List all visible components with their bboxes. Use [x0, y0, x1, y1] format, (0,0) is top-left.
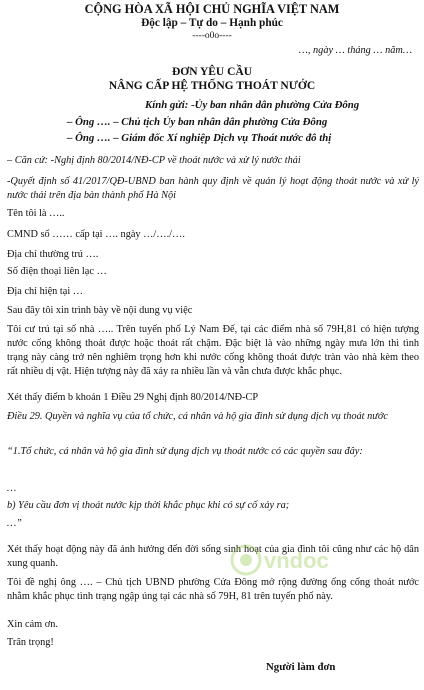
body-intro: Sau đây tôi xin trình bày về nội dung vụ việc: [7, 305, 193, 316]
ellipsis-1: …: [7, 483, 17, 494]
article-quote: Điều 29. Quyền và nghĩa vụ của tổ chức, cá nhân và hộ gia đình sử dụng dịch vụ thoát nước: [7, 411, 388, 422]
recipient-line-3: – Ông …. – Giám đốc Xí nghiệp Dịch vụ Thoát nước đô thị: [67, 132, 332, 144]
document-subtitle: NÂNG CẤP HỆ THỐNG THOÁT NƯỚC: [108, 80, 316, 92]
signature-label: Người làm đơn: [266, 661, 336, 673]
motto: Độc lập – Tự do – Hạnh phúc: [141, 17, 283, 29]
recipient-line-2: – Ông …. – Chủ tịch Ủy ban nhân dân phường Cửa Đông: [67, 116, 328, 128]
watermark-swirl-center: [240, 554, 252, 566]
considering-line: Xét thấy điểm b khoản 1 Điều 29 Nghị định 80/2014/NĐ-CP: [7, 392, 259, 403]
situation-paragraph: Tôi cư trú tại số nhà ….. Trên tuyến phố Lý Nam Đế, tại các điểm nhà số 79H,81 có hiện tượng nước cống không thoát được hoặc thoát rất chậm. Đặc biệt là vào những ngày mưa lớn thì tình trạng này càng trở nên nghiêm trọng hơn khi nước cống không thoát được tràn vào nhà kèm theo rất nhiều dị vật. Hiện tượng này đã xảy ra nhiều lần và vẫn chưa được khắc phục.: [7, 324, 419, 378]
legal-basis-2: -Quyết định số 41/2017/QĐ-UBND ban hành quy định về quản lý hoạt động thoát nước và xử lý nước thải trên địa bàn thành phố Hà Nội: [7, 176, 419, 202]
clause-1: “1.Tổ chức, cá nhân và hộ gia đình sử dụng dịch vụ thoát nước có các quyền sau đây:: [7, 446, 363, 457]
applicant-name: Tên tôi là …..: [7, 208, 65, 219]
date-line: …, ngày … tháng … năm…: [298, 45, 412, 56]
document-title: ĐƠN YÊU CẦU: [171, 66, 253, 78]
impact-paragraph: Xét thấy hoạt động này đã ảnh hưởng đến đời sống sinh hoạt của gia đình tôi cũng như các hộ dân xung quanh.: [7, 544, 419, 570]
legal-basis-1: – Căn cứ: -Nghị định 80/2014/NĐ-CP về thoát nước và xử lý nước thải: [7, 155, 301, 166]
request-paragraph: Tôi đề nghị ông …. – Chủ tịch UBND phường Cửa Đông mở rộng đường ống cống thoát nước nhằm khắc phục tình trạng ngập úng tại các nhà số 79H, 81 trên tuyến phố này.: [7, 577, 419, 603]
applicant-current-address: Địa chỉ hiện tại …: [7, 286, 84, 297]
applicant-id-card: CMND số …… cấp tại …. ngày …/…./….: [7, 229, 185, 240]
ellipsis-2: …”: [7, 518, 22, 529]
clause-b: b) Yêu cầu đơn vị thoát nước kịp thời khắc phục khi có sự cố xảy ra;: [7, 500, 290, 511]
regards-line: Trân trọng!: [7, 637, 54, 648]
header-divider: ----o0o----: [192, 31, 232, 41]
thanks-line: Xin cảm ơn.: [7, 619, 58, 630]
applicant-phone: Số điện thoại liên lạc …: [7, 266, 107, 277]
vndoc-watermark-logo: [228, 532, 338, 592]
country-header: CỘNG HÒA XÃ HỘI CHỦ NGHĨA VIỆT NAM: [84, 2, 340, 16]
applicant-permanent-address: Địa chỉ thường trú ….: [7, 249, 99, 260]
watermark-text: vndoc: [264, 548, 329, 573]
recipient-line-1: Kính gửi: -Ủy ban nhân dân phường Cửa Đông: [145, 99, 360, 111]
